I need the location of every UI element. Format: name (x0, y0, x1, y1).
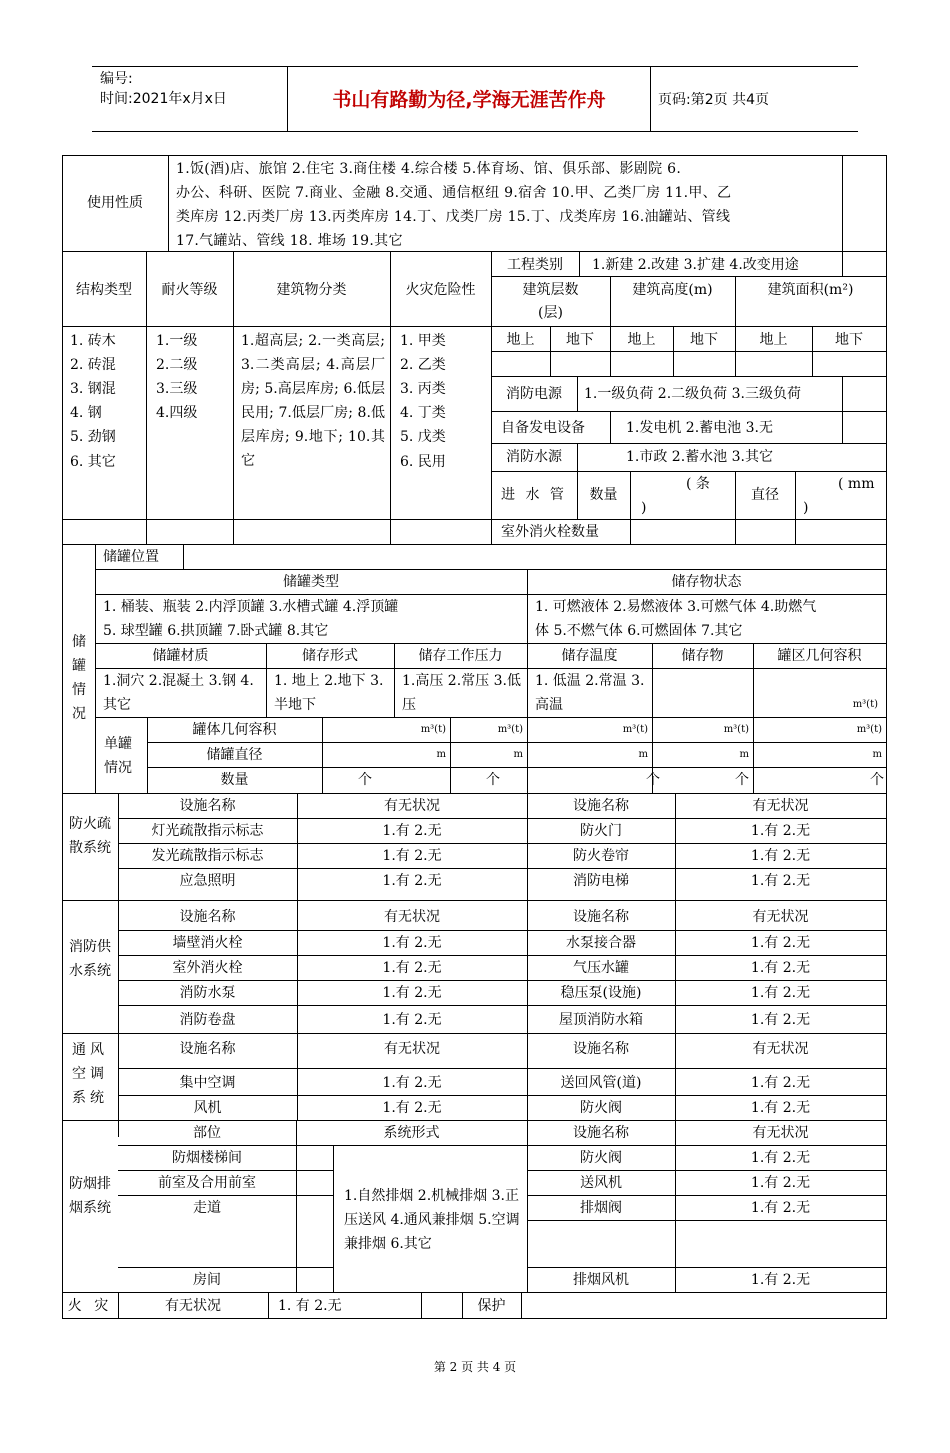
unit-count: 个 (646, 772, 660, 788)
hazard-option: 1. 甲类 (400, 333, 446, 349)
project-type-label: 工程类别 (507, 257, 563, 273)
evac-item: 防火卷帘 (573, 848, 629, 864)
supply-status-header: 有无状况 (384, 909, 440, 925)
evac-status: 1.有 2.无 (750, 823, 811, 839)
page-header (92, 66, 858, 132)
storage-form-header: 储存形式 (302, 648, 358, 664)
area-header: 建筑面积(m²) (767, 282, 854, 298)
area-below: 地下 (835, 332, 863, 348)
storage-state-line-1: 1. 可燃液体 2.易燃液体 3.可燃气体 4.助燃气 (535, 599, 817, 615)
hvac-status-header: 有无状况 (752, 1041, 809, 1057)
area-above: 地上 (759, 332, 788, 348)
hazard-option: 2. 乙类 (400, 357, 446, 373)
floors-below: 地下 (566, 332, 594, 348)
generator-options: 1.发电机 2.蓄电池 3.无 (626, 420, 773, 436)
power-options: 1.一级负荷 2.二级负荷 3.三级负荷 (584, 386, 801, 402)
storage-goods-header: 储存物 (681, 648, 724, 664)
evac-name-header: 设施名称 (179, 798, 236, 814)
smoke-part-header: 部位 (193, 1125, 221, 1141)
smoke-status: 1.有 2.无 (750, 1150, 811, 1166)
hydrant-count-label: 室外消火栓数量 (501, 524, 599, 540)
tank-type-line-1: 1. 桶装、瓶装 2.内浮顶罐 3.水槽式罐 4.浮顶罐 (103, 599, 399, 615)
inlet-dia-unit-close: ) (803, 500, 809, 516)
unit-volume: m³(t) (497, 724, 523, 735)
smoke-part: 房间 (193, 1272, 221, 1288)
evac-status: 1.有 2.无 (750, 848, 811, 864)
floors-above: 地上 (506, 332, 535, 348)
evac-item: 发光疏散指示标志 (151, 848, 264, 864)
evac-status: 1.有 2.无 (382, 848, 442, 864)
supply-item: 水泵接合器 (566, 935, 636, 951)
tank-material-options: 1.洞穴 2.混凝土 3.钢 4.其它 (103, 673, 254, 713)
tank-diameter-label: 储罐直径 (206, 747, 263, 763)
unit-meter: m (638, 749, 648, 760)
header-page-label: 页码:第2页 共4页 (658, 92, 769, 108)
fire-rating-header: 耐火等级 (161, 282, 218, 298)
inlet-qty-unit-close: ) (641, 500, 647, 516)
hazard-option: 5. 戊类 (400, 429, 446, 445)
supply-item: 室外消火栓 (172, 960, 243, 976)
hvac-status: 1.有 2.无 (750, 1100, 811, 1116)
inlet-label: 进 水 管 (501, 487, 567, 503)
supply-item: 墙壁消火栓 (172, 935, 243, 951)
storage-state-line-2: 体 5.不燃气体 6.可燃固体 7.其它 (535, 623, 743, 639)
number-label: 编号: (100, 71, 133, 87)
evac-item: 灯光疏散指示标志 (151, 823, 264, 839)
alarm-status-options: 1. 有 2.无 (278, 1298, 342, 1314)
tank-type-line-2: 5. 球型罐 6.拱顶罐 7.卧式罐 8.其它 (103, 623, 329, 639)
storage-state-header: 储存物状态 (671, 574, 742, 590)
hazard-option: 6. 民用 (400, 454, 446, 470)
alarm-protect-label: 保护 (477, 1298, 506, 1314)
hvac-status: 1.有 2.无 (382, 1075, 442, 1091)
storage-temp-options: 1. 低温 2.常温 3.高温 (535, 673, 645, 713)
hazard-option: 4. 丁类 (400, 405, 446, 421)
unit-count: 个 (358, 772, 372, 788)
storage-form-options: 1. 地上 2.地下 3.半地下 (274, 673, 384, 713)
inlet-qty-unit: ( 条 (686, 476, 710, 492)
struct-option: 3. 钢混 (70, 381, 116, 397)
struct-type-header: 结构类型 (76, 282, 132, 298)
hvac-status: 1.有 2.无 (750, 1075, 811, 1091)
supply-item: 气压水罐 (573, 960, 629, 976)
rating-option: 1.一级 (156, 333, 198, 349)
supply-item: 消防卷盘 (179, 1012, 236, 1028)
evac-status: 1.有 2.无 (750, 873, 811, 889)
generator-label: 自备发电设备 (501, 420, 585, 436)
alarm-section-label: 火 灾 (67, 1298, 113, 1314)
supply-item: 消防水泵 (179, 985, 236, 1001)
evac-status: 1.有 2.无 (382, 873, 442, 889)
smoke-section-label: 防烟排烟系统 (69, 1176, 111, 1216)
storage-pressure-options: 1.高压 2.常压 3.低压 (402, 673, 521, 713)
unit-count: 个 (870, 772, 884, 788)
header-divider (650, 67, 651, 131)
unit-count: 个 (486, 772, 500, 788)
supply-status: 1.有 2.无 (750, 960, 811, 976)
hvac-item: 集中空调 (179, 1075, 236, 1091)
single-tank-label: 单罐情况 (104, 736, 132, 776)
building-class-options: 1.超高层; 2.一类高层; 3.二类高层; 4.高层厂房; 5.高层库房; 6.低层民用; 7.低层厂房; 8.低层库房; 9.地下; 10.其它 (241, 333, 385, 469)
tank-section-label: 储罐情况 (72, 634, 86, 722)
unit-meter: m (739, 749, 749, 760)
supply-status: 1.有 2.无 (382, 985, 442, 1001)
smoke-part: 走道 (193, 1200, 221, 1216)
smoke-status: 1.有 2.无 (750, 1200, 811, 1216)
hvac-item: 防火阀 (580, 1100, 622, 1116)
smoke-item: 送风机 (580, 1175, 622, 1191)
tank-material-header: 储罐材质 (152, 648, 209, 664)
water-label: 消防水源 (506, 449, 562, 465)
struct-option: 5. 劲钢 (70, 429, 116, 445)
hvac-name-header: 设施名称 (573, 1041, 629, 1057)
rating-option: 4.四级 (156, 405, 198, 421)
supply-status: 1.有 2.无 (382, 935, 442, 951)
evac-name-header: 设施名称 (573, 798, 629, 814)
smoke-part: 防烟楼梯间 (172, 1150, 242, 1166)
water-options: 1.市政 2.蓄水池 3.其它 (626, 449, 773, 465)
tank-count-label: 数量 (220, 772, 249, 788)
struct-option: 6. 其它 (70, 454, 116, 470)
supply-section-label: 消防供水系统 (69, 939, 111, 979)
supply-status: 1.有 2.无 (750, 935, 811, 951)
unit-volume: m³(t) (723, 724, 749, 735)
smoke-item: 排烟阀 (580, 1200, 622, 1216)
evac-section-label: 防火疏散系统 (69, 816, 111, 856)
unit-meter: m (872, 749, 882, 760)
height-below: 地下 (690, 332, 718, 348)
smoke-system-options: 1.自然排烟 2.机械排烟 3.正压送风 4.通风兼排烟 5.空调兼排烟 6.其它 (344, 1188, 520, 1252)
inlet-qty-label: 数量 (589, 487, 618, 503)
supply-status-header: 有无状况 (752, 909, 809, 925)
hvac-name-header: 设施名称 (179, 1041, 236, 1057)
struct-option: 1. 砖木 (70, 333, 116, 349)
time-label: 时间:2021年x月x日 (100, 91, 227, 107)
rating-option: 3.三级 (156, 381, 198, 397)
page-footer: 第 2 页 共 4 页 (433, 1360, 517, 1374)
power-label: 消防电源 (506, 386, 562, 402)
evac-status-header: 有无状况 (384, 798, 440, 814)
storage-temp-header: 储存温度 (561, 648, 618, 664)
supply-name-header: 设施名称 (573, 909, 629, 925)
usage-label: 使用性质 (87, 195, 143, 211)
usage-line-2: 办公、科研、医院 7.商业、金融 8.交通、通信枢纽 9.宿舍 10.甲、乙类厂房 11.甲、乙 (176, 185, 732, 201)
supply-status: 1.有 2.无 (750, 1012, 811, 1028)
hvac-section-label: 通风空调系统 (72, 1042, 108, 1106)
inlet-dia-label: 直径 (751, 487, 779, 503)
tank-area-volume-unit: m³(t) (852, 699, 878, 710)
unit-count: 个 (735, 772, 749, 788)
height-header: 建筑高度(m) (632, 282, 713, 298)
evac-item: 消防电梯 (573, 873, 629, 889)
tank-type-header: 储罐类型 (283, 574, 339, 590)
hazard-header: 火灾危险性 (405, 282, 476, 298)
header-meta (100, 69, 290, 109)
evac-status: 1.有 2.无 (382, 823, 442, 839)
smoke-status: 1.有 2.无 (750, 1175, 811, 1191)
floors-unit: (层) (538, 305, 563, 321)
smoke-status-header: 有无状况 (752, 1125, 809, 1141)
smoke-item: 排烟风机 (573, 1272, 629, 1288)
hvac-status-header: 有无状况 (384, 1041, 440, 1057)
smoke-name-header: 设施名称 (573, 1125, 629, 1141)
hvac-item: 送回风管(道) (560, 1075, 642, 1091)
evac-status-header: 有无状况 (752, 798, 809, 814)
hvac-item: 风机 (193, 1100, 222, 1116)
supply-status: 1.有 2.无 (382, 1012, 442, 1028)
smoke-item: 防火阀 (580, 1150, 622, 1166)
usage-line-1: 1.饭(酒)店、旅馆 2.住宅 3.商住楼 4.综合楼 5.体育场、馆、俱乐部、影剧院 6. (176, 161, 682, 177)
hazard-option: 3. 丙类 (400, 381, 446, 397)
unit-volume: m³(t) (622, 724, 648, 735)
struct-option: 2. 砖混 (70, 357, 116, 373)
unit-volume: m³(t) (856, 724, 882, 735)
tank-geo-volume-label: 罐体几何容积 (192, 722, 277, 738)
unit-meter: m (436, 749, 446, 760)
height-above: 地上 (627, 332, 656, 348)
evac-item: 防火门 (580, 823, 622, 839)
floors-header: 建筑层数 (522, 282, 579, 298)
smoke-part: 前室及合用前室 (158, 1175, 256, 1191)
hvac-status: 1.有 2.无 (382, 1100, 442, 1116)
inlet-dia-unit: ( mm (838, 476, 875, 492)
usage-line-3: 类库房 12.丙类厂房 13.丙类库房 14.丁、戊类厂房 15.丁、戊类库房 16.油罐站、管线 (176, 209, 731, 225)
supply-item: 屋顶消防水箱 (559, 1012, 643, 1028)
supply-name-header: 设施名称 (179, 909, 236, 925)
struct-option: 4. 钢 (70, 405, 102, 421)
smoke-system-header: 系统形式 (383, 1125, 440, 1141)
unit-meter: m (513, 749, 523, 760)
storage-pressure-header: 储存工作压力 (418, 648, 503, 664)
supply-status: 1.有 2.无 (750, 985, 811, 1001)
usage-line-4: 17.气罐站、管线 18. 堆场 19.其它 (176, 233, 403, 249)
tank-area-volume-header: 罐区几何容积 (777, 648, 862, 664)
supply-item: 稳压泵(设施) (560, 985, 642, 1001)
alarm-status-label: 有无状况 (165, 1298, 221, 1314)
supply-status: 1.有 2.无 (382, 960, 442, 976)
evac-item: 应急照明 (179, 873, 236, 889)
rating-option: 2.二级 (156, 357, 198, 373)
building-class-header: 建筑物分类 (276, 282, 347, 298)
unit-volume: m³(t) (420, 724, 446, 735)
tank-position-label: 储罐位置 (103, 549, 159, 565)
smoke-status: 1.有 2.无 (750, 1272, 811, 1288)
header-motto: 书山有路勤为径,学海无涯苦作舟 (332, 89, 606, 111)
project-type-options: 1.新建 2.改建 3.扩建 4.改变用途 (592, 257, 799, 273)
